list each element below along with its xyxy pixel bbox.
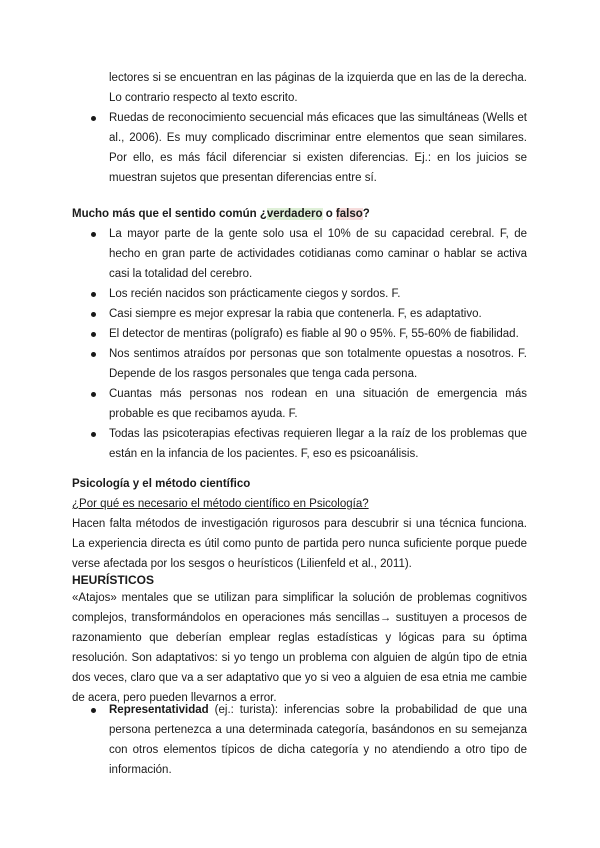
bullet-icon <box>91 116 96 121</box>
heading-prefix: Mucho más que el sentido común ¿ <box>72 208 267 220</box>
representatividad-text: (ej.: turista): inferencias sobre la probabilidad de que una persona pertenezca a una determinada categoría, basándonos en su semejanza con otros elementos típicos de dicha categoría y no atendiendo a otro tipo de información. <box>109 704 527 776</box>
section-heading-mucho <box>72 204 370 224</box>
list-item: Los recién nacidos son prácticamente ciegos y sordos. F. <box>109 288 401 300</box>
bullet-icon <box>91 392 96 397</box>
list-item: Nos sentimos atraídos por personas que son totalmente opuestas a nosotros. F. Depende de los rasgos personales que tenga cada persona. <box>109 348 527 380</box>
list-item: El detector de mentiras (polígrafo) es fiable al 90 o 95%. F, 55-60% de fiabilidad. <box>109 328 519 340</box>
method-paragraph: Hacen falta métodos de investigación rigurosos para descubrir si una técnica funciona. La experiencia directa es útil como punto de partida pero nunca suficiente porque puede verse afectada por los sesgos o heurísticos (Lilienfeld et al., 2011). <box>72 518 527 570</box>
bullet-icon <box>91 332 96 337</box>
heuristicos-paragraph: «Atajos» mentales que se utilizan para simplificar la solución de problemas cognitivos complejos, transformándolos en operaciones más sencillas→ sustituyen a procesos de razonamiento que deberían emplear reglas estadísticas y lógicas para su óptima resolución. Son adaptativos: si yo tengo un problema con alguien de algún tipo de etnia dos veces, claro que va a ser adaptativo que yo si veo a alguien de esa etnia me cambie de acera, pero pueden llevarnos a error. <box>72 592 527 704</box>
heading-o: o <box>322 208 336 220</box>
representatividad-term: Representatividad <box>109 704 209 716</box>
section-heading-psicologia: Psicología y el método científico <box>72 478 251 490</box>
list-item: Todas las psicoterapias efectivas requieren llegar a la raíz de los problemas que están en la infancia de los pacientes. F, eso es psicoanálisis. <box>109 428 527 460</box>
continuation-paragraph: lectores si se encuentran en las páginas de la izquierda que en las de la derecha. Lo contrario respecto al texto escrito. <box>109 72 527 104</box>
bullet-icon <box>91 432 96 437</box>
heuristicos-heading: HEURÍSTICOS <box>72 573 155 587</box>
heading-falso: falso <box>335 208 363 220</box>
representatividad-item <box>109 700 527 780</box>
bullet-icon <box>91 232 96 237</box>
bullet-icon <box>91 292 96 297</box>
list-item: Cuantas más personas nos rodean en una situación de emergencia más probable es que recibamos ayuda. F. <box>109 388 527 420</box>
list-item: La mayor parte de la gente solo usa el 10% de su capacidad cerebral. F, de hecho en gran parte de actividades cotidianas como caminar o hablar se activa casi la totalidad del cerebro. <box>109 228 527 280</box>
bullet-icon <box>91 708 96 713</box>
bullet-icon <box>91 312 96 317</box>
bullet-icon <box>91 352 96 357</box>
heading-verdadero: verdadero <box>266 208 323 220</box>
heading-suffix: ? <box>362 208 370 220</box>
section-question: ¿Por qué es necesario el método científico en Psicología? <box>72 498 369 510</box>
bullet-ruedas-text: Ruedas de reconocimiento secuencial más eficaces que las simultáneas (Wells et al., 2006). Es muy complicado discriminar entre elementos que sean similares. Por ello, es más fácil diferenciar si existen diferencias. Ej.: en los juicios se muestran sujetos que presentan diferencias entre sí. <box>109 112 527 184</box>
list-item: Casi siempre es mejor expresar la rabia que contenerla. F, es adaptativo. <box>109 308 482 320</box>
